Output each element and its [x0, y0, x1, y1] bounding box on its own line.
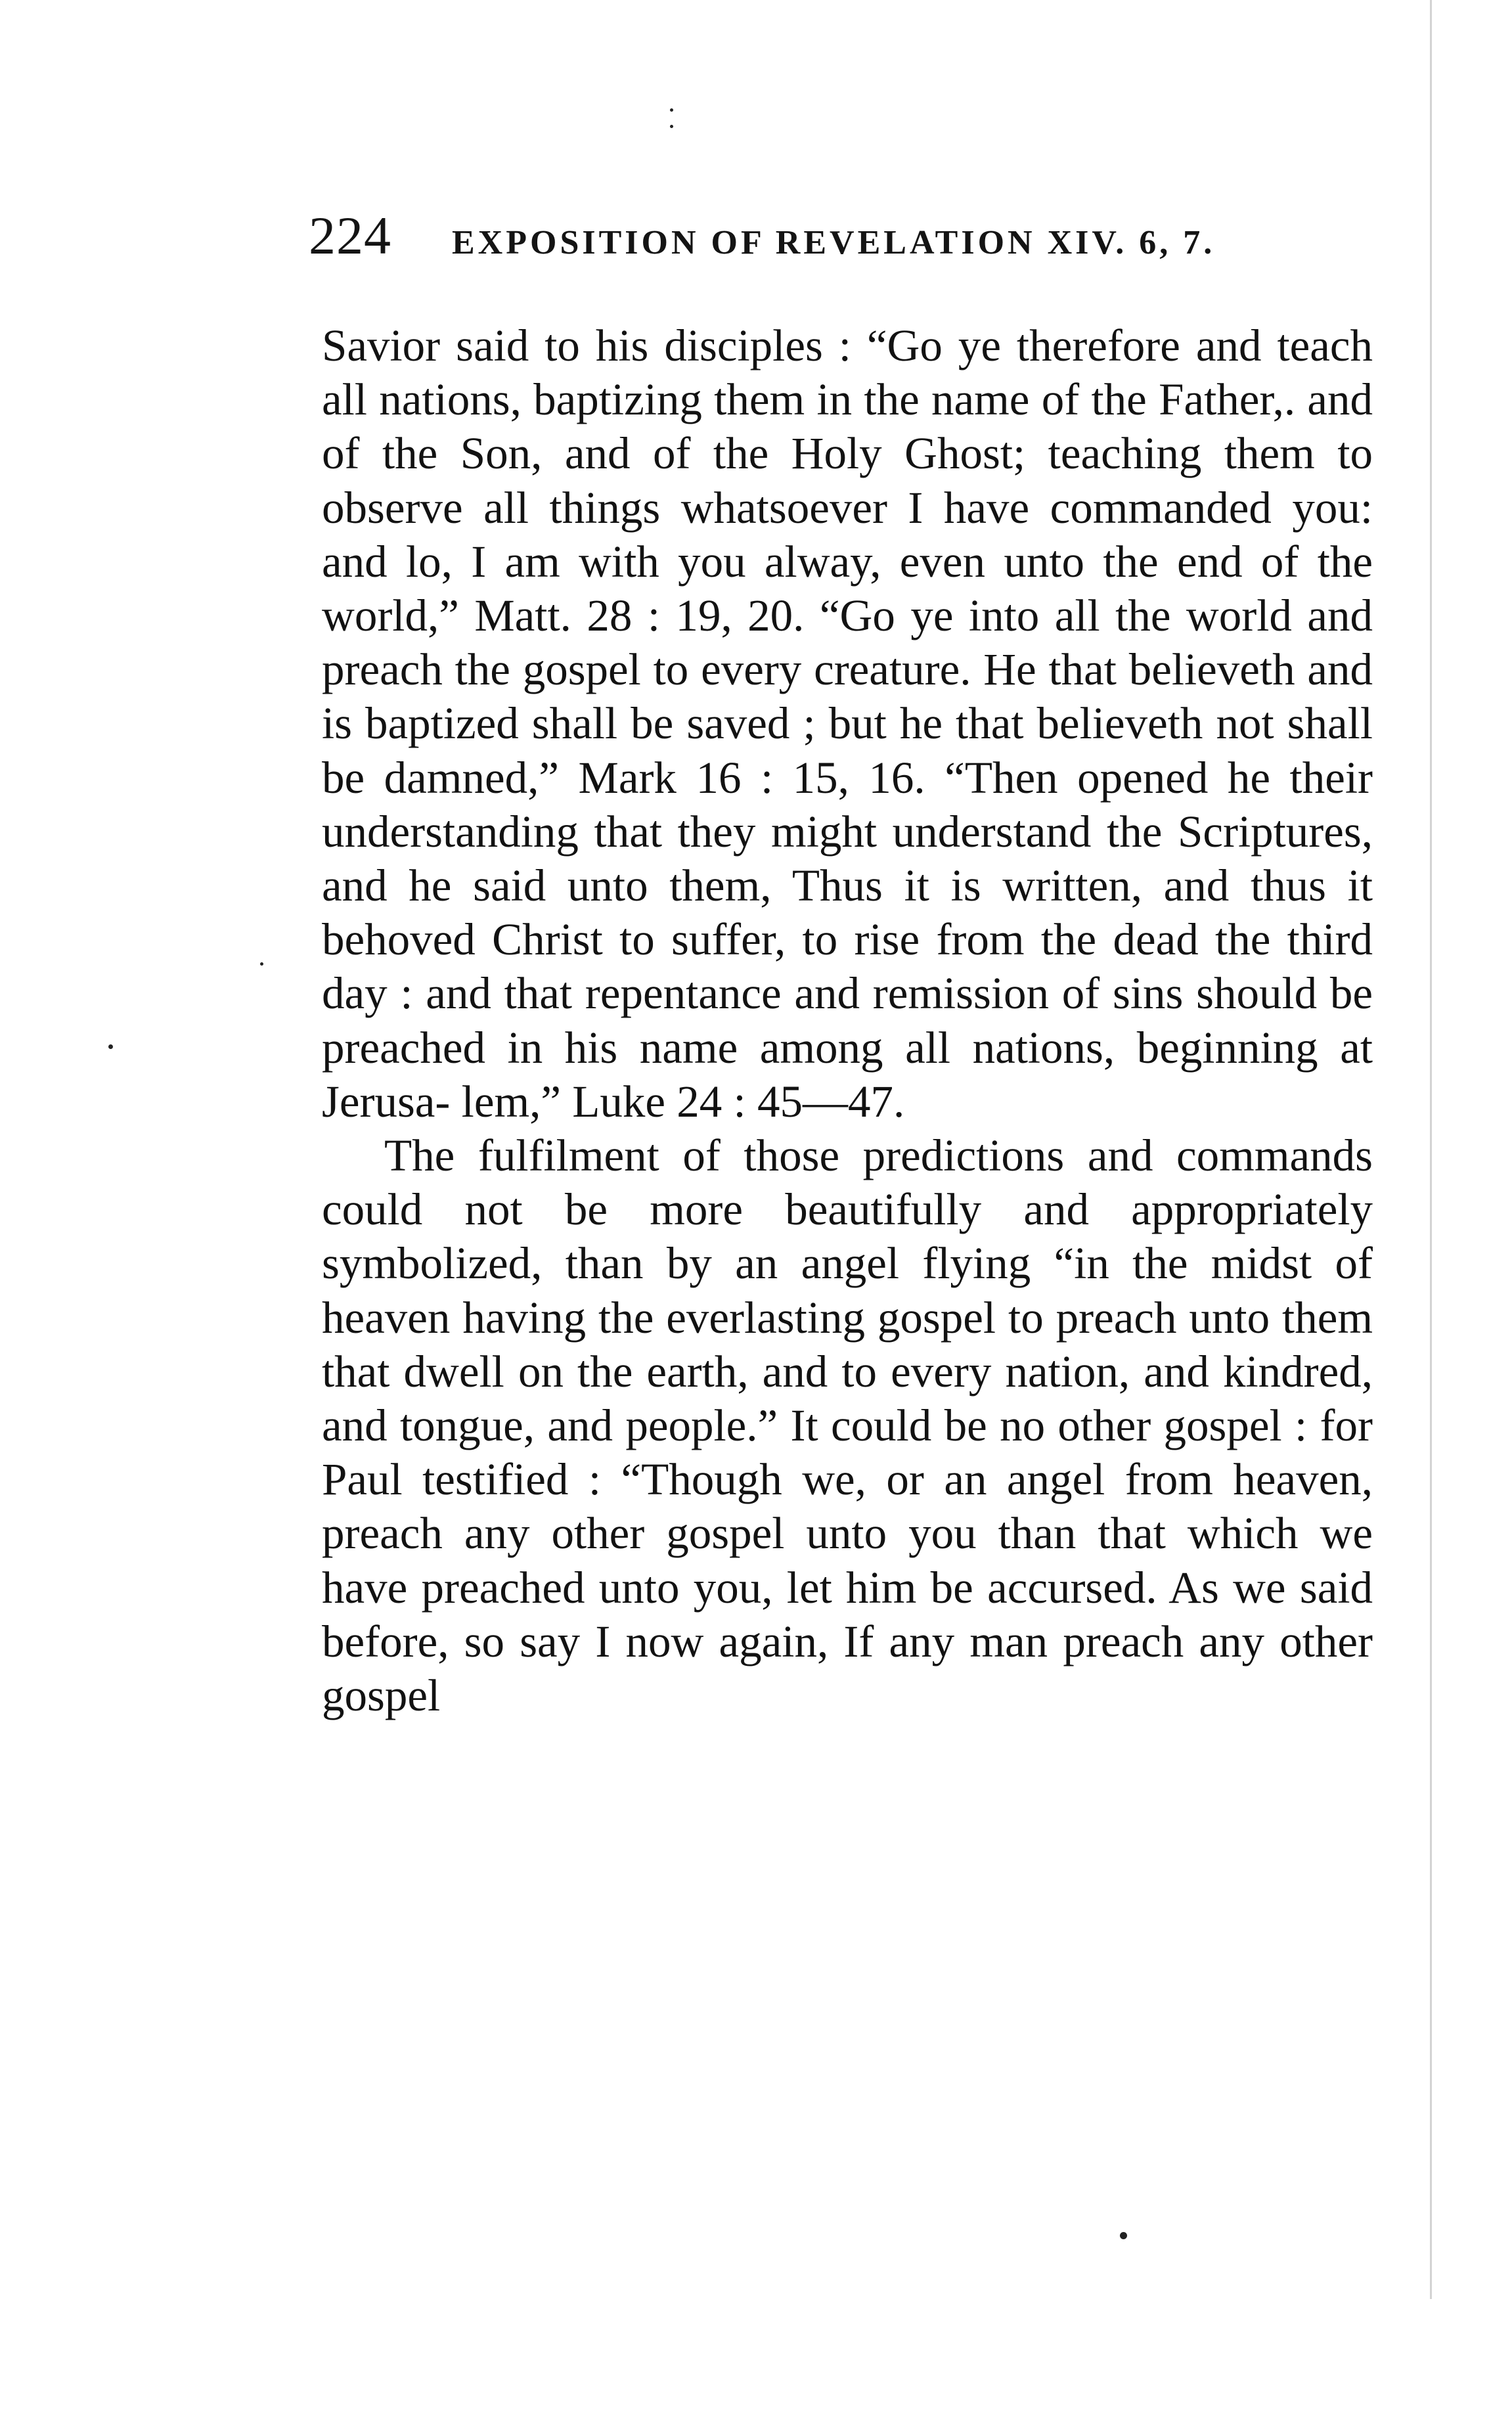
scan-edge-line — [1430, 0, 1432, 2299]
running-head — [309, 206, 1425, 275]
page-number: 224 — [309, 206, 391, 265]
body-text — [322, 319, 1373, 2059]
scan-speck — [670, 108, 673, 112]
scan-speck — [260, 962, 263, 966]
scan-speck — [670, 125, 673, 128]
paragraph-scripture-quotes: Savior said to his disciples : “Go ye therefore and teach all nations, baptizing them in the name of the Father,. and of the Son, and of the Holy Ghost; teaching them to observe all things whatsoever I have commanded you: and lo, I am with you alway, even unto the end of the world,” Matt. 28 : 19, 20. “Go ye into all the world and preach the gospel to every creature. He that believeth and is baptized shall be saved ; but he that believeth not shall be damned,” Mark 16 : 15, 16. “Then opened he their understanding that they might understand the Scriptures, and he said unto them, Thus it is written, and thus it behoved Christ to suffer, to rise from the dead the third day : and that repentance and remission of sins should be preached in his name among all nations, beginning at Jerusa- lem,” Luke 24 : 45—47. — [322, 321, 1373, 1127]
scan-speck — [108, 1044, 113, 1049]
running-head-title: EXPOSITION OF REVELATION XIV. 6, 7. — [452, 224, 1216, 261]
scan-speck — [1120, 2232, 1127, 2239]
paragraph-fulfilment: The fulfilment of those predictions and commands could not be more beautifully and appropriately symbolized, than by an angel flying “in the midst of heaven having the everlasting gospel to preach unto them that dwell on the earth, and to every nation, and kindred, and tongue, and people.” It could be no other gospel : for Paul testified : “Though we, or an angel from heaven, preach any other gospel unto you than that which we have preached unto you, let him be accursed. As we said before, so say I now again, If any man preach any other gospel — [322, 1130, 1373, 1721]
